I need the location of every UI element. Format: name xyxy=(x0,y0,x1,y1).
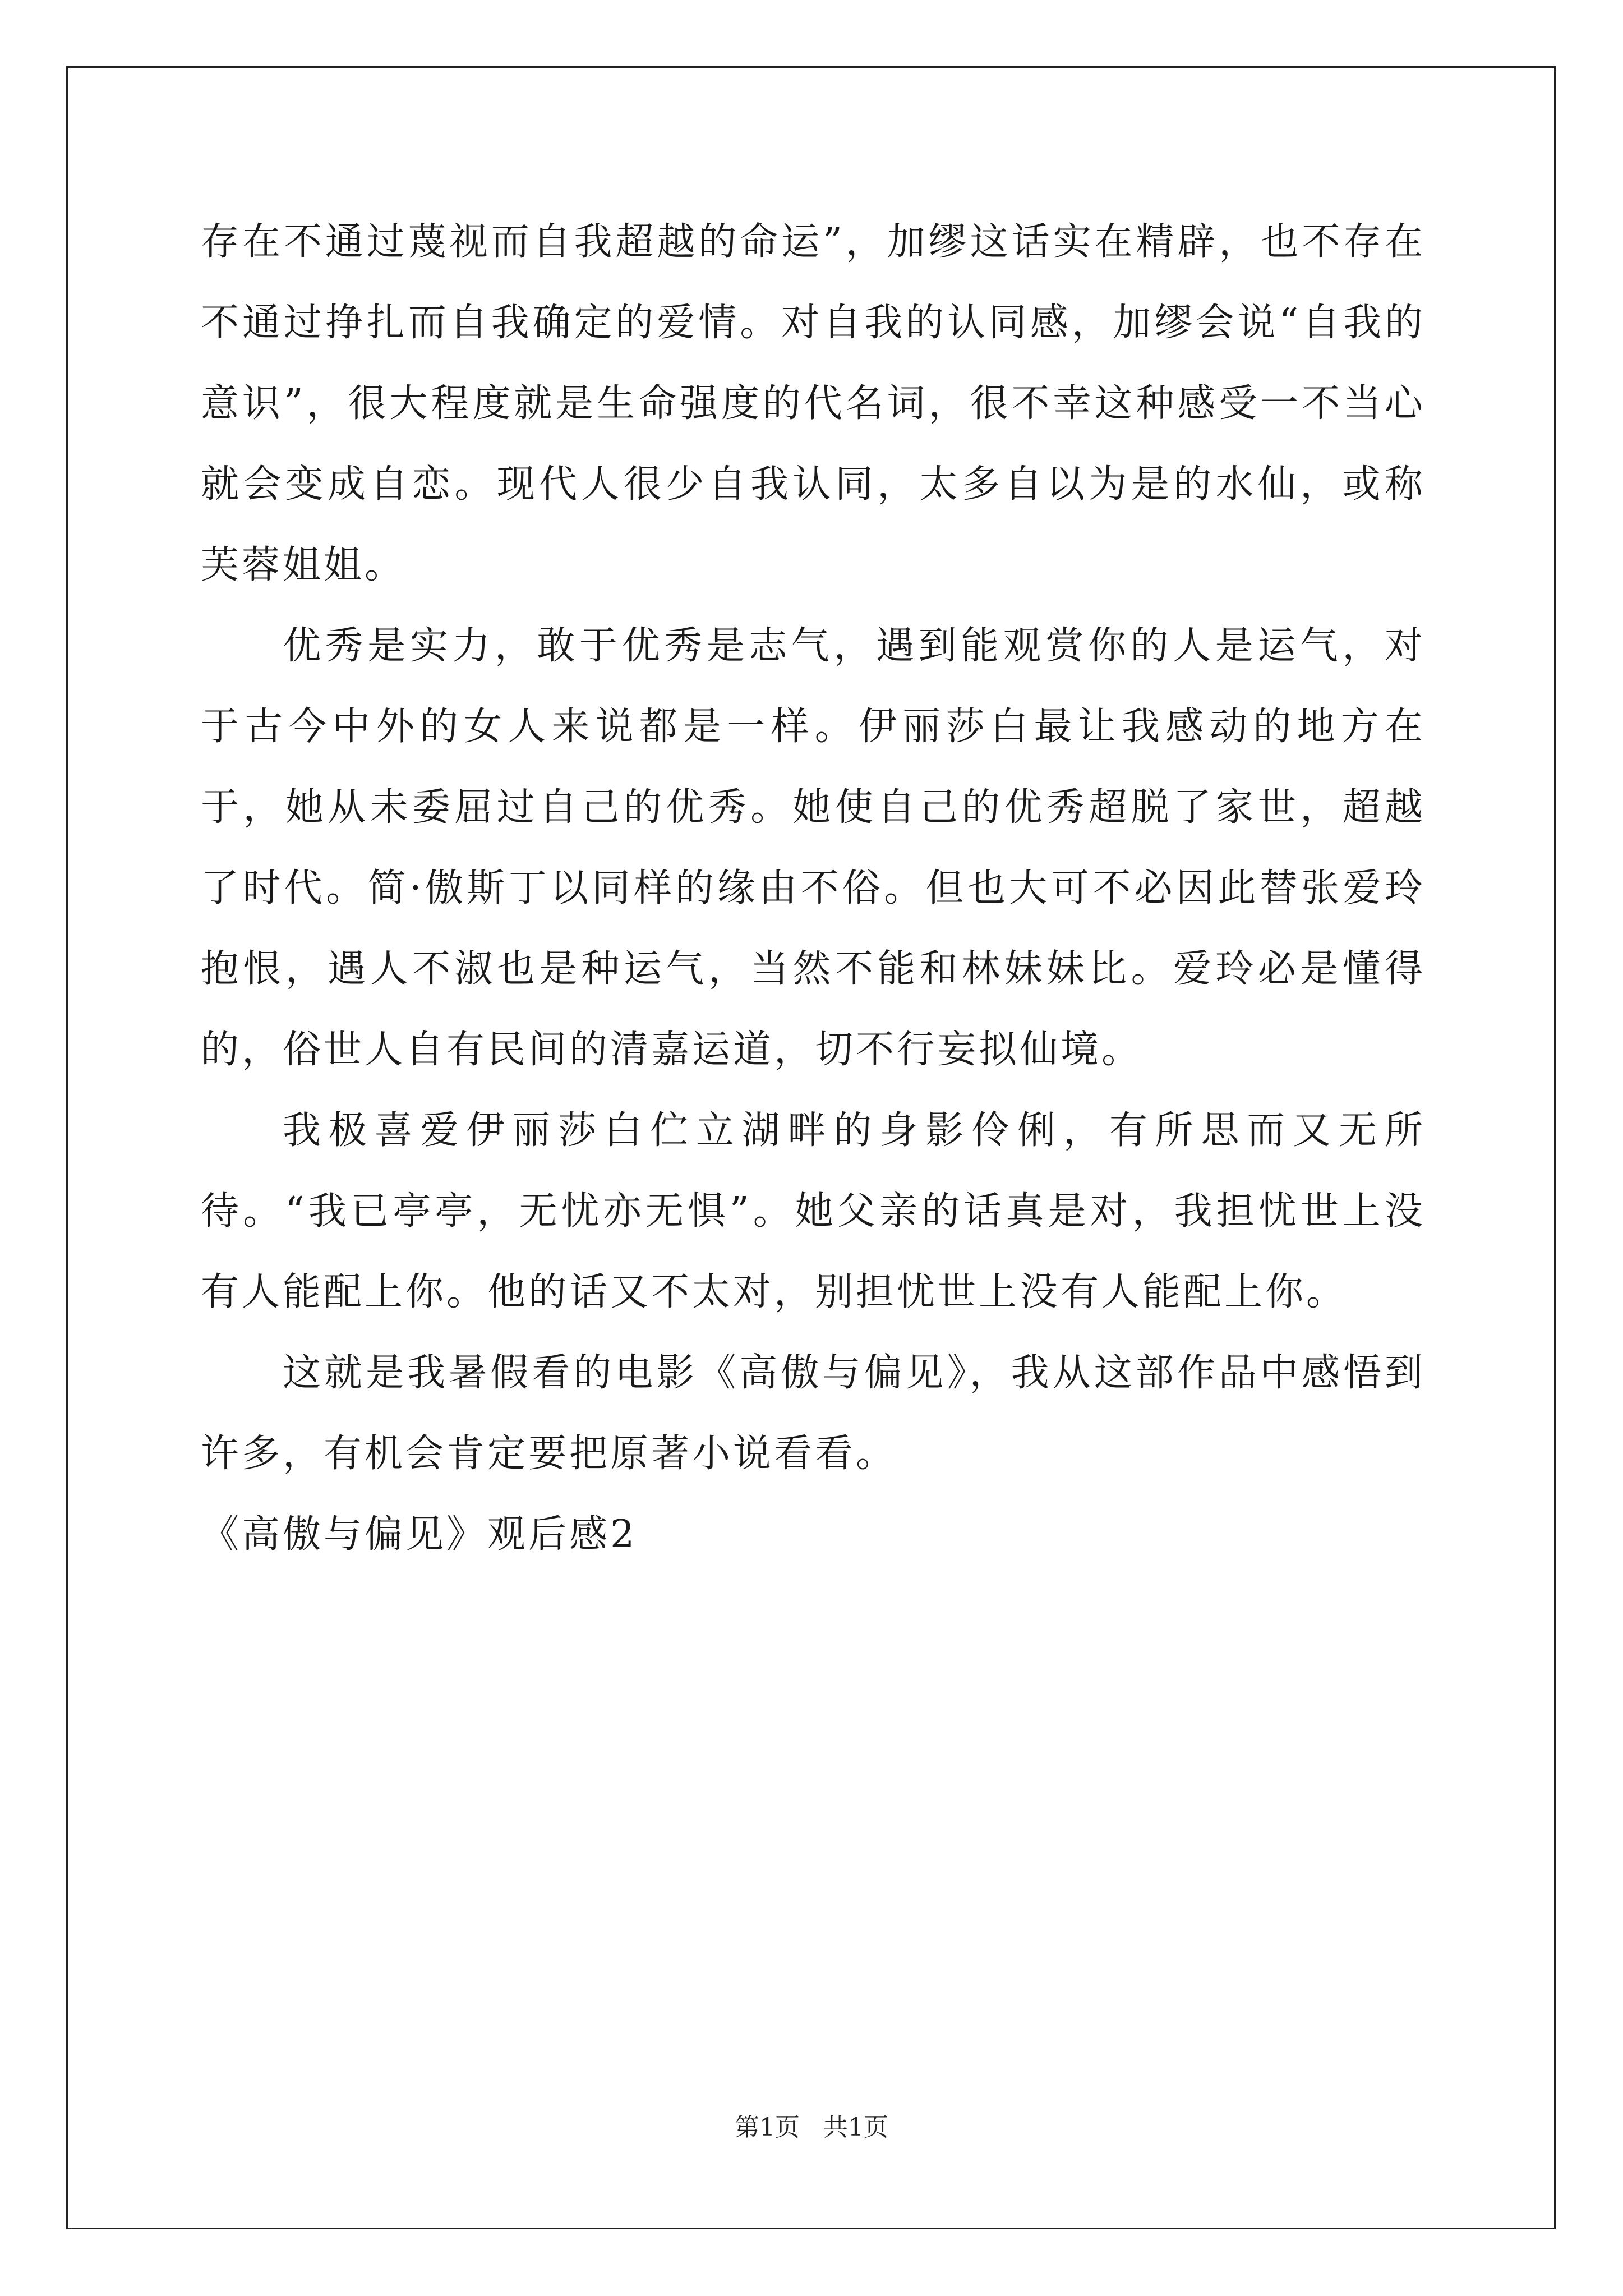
section-heading: 《高傲与偏见》观后感2 xyxy=(201,1512,638,1557)
paragraph-2: 优秀是实力，敢于优秀是志气，遇到能观赏你的人是运气，对于古今中外的女人来说都是一样。伊丽莎白最让我感动的地方在于，她从未委屈过自己的优秀。她使自己的优秀超脱了家世，超越了时代。简·傲斯丁以同样的缘由不俗。但也大可不必因此替张爱玲抱恨，遇人不淑也是种运气，当然不能和林妹妹比。爱玲必是懂得的，俗世人自有民间的清嘉运道，切不行妄拟仙境。 xyxy=(201,624,1426,1072)
page-number: 第1页 xyxy=(735,2113,800,2142)
paragraph-1: 存在不通过蔑视而自我超越的命运”，加缪这话实在精辟，也不存在不通过挣扎而自我确定的爱情。对自我的认同感，加缪会说“自我的意识”，很大程度就是生命强度的代名词，很不幸这种感受一不当心就会变成自恋。现代人很少自我认同，太多自以为是的水仙，或称芙蓉姐姐。 xyxy=(201,220,1426,587)
document-body xyxy=(201,202,1426,1575)
paragraph-4: 这就是我暑假看的电影《高傲与偏见》，我从这部作品中感悟到许多，有机会肯定要把原著小说看看。 xyxy=(201,1351,1426,1476)
footer-spacer xyxy=(800,2113,823,2142)
page-footer xyxy=(0,2111,1623,2145)
page-total: 共1页 xyxy=(823,2113,888,2142)
paragraph-3: 我极喜爱伊丽莎白伫立湖畔的身影伶俐，有所思而又无所待。“我已亭亭，无忧亦无惧”。她父亲的话真是对，我担忧世上没有人能配上你。他的话又不太对，别担忧世上没有人能配上你。 xyxy=(201,1108,1426,1314)
